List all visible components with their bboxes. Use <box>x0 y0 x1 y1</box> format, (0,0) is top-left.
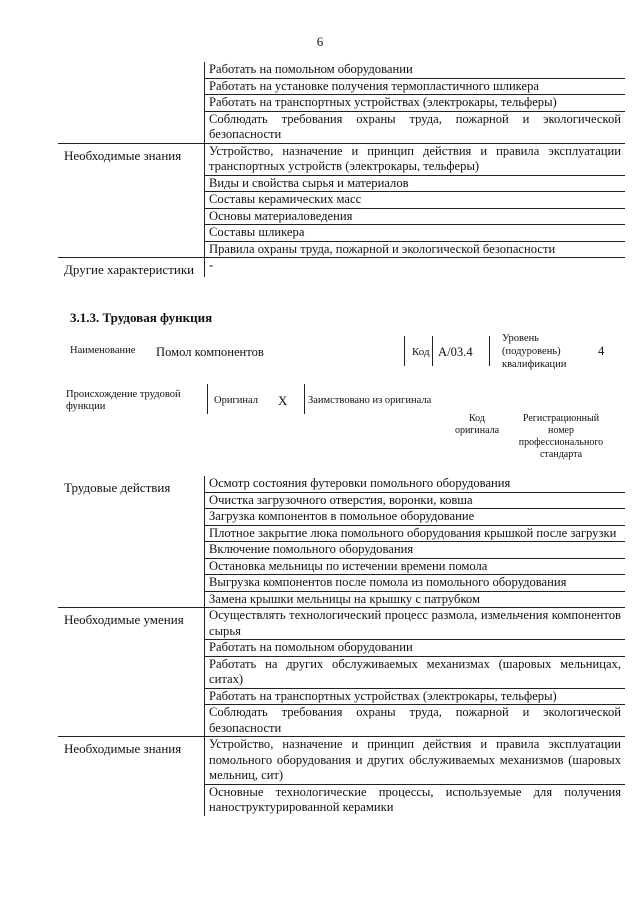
function-code: А/03.4 <box>438 345 473 359</box>
level-value: 4 <box>598 344 605 358</box>
row-items <box>204 62 625 143</box>
top-requirements-table <box>58 62 625 277</box>
knowledge-row <box>58 143 625 258</box>
origin-label: Происхождение трудовой функции <box>66 389 181 412</box>
list-item: Составы шликера <box>205 225 625 242</box>
list-item: Соблюдать требования охраны труда, пожарной и экологической безопасности <box>209 111 621 141</box>
list-item: Основы материаловедения <box>205 209 625 226</box>
name-label: Наименование <box>70 345 136 356</box>
list-item: Работать на транспортных устройствах (электрокары, тельферы) <box>205 689 625 706</box>
list-item: Включение помольного оборудования <box>205 542 625 559</box>
list-item: Виды и свойства сырья и материалов <box>205 176 625 193</box>
knowledge-row <box>58 736 625 816</box>
list-item: Работать на установке получения термопластичного шликера <box>205 79 625 96</box>
row-label-empty <box>58 62 204 143</box>
section-title: 3.1.3. Трудовая функция <box>70 310 213 325</box>
level-label: Уровень (подуровень) квалификации <box>502 333 567 370</box>
row-label: Трудовые действия <box>64 480 171 495</box>
row-label: Необходимые знания <box>64 147 182 163</box>
other-characteristics-row <box>58 257 625 277</box>
list-item: Загрузка компонентов в помольное оборудование <box>205 509 625 526</box>
list-item: Выгрузка компонентов после помола из помольного оборудования <box>205 575 625 592</box>
skills-row <box>58 607 625 736</box>
original-mark: Х <box>278 393 288 408</box>
code-original-caption: Код оригинала <box>454 413 500 436</box>
list-item: Очистка загрузочного отверстия, воронки, ковша <box>205 493 625 510</box>
function-name: Помол компонентов <box>156 345 264 359</box>
row-items <box>204 144 625 258</box>
borrowed-label: Заимствовано из оригинала <box>308 395 432 406</box>
list-item: Плотное закрытие люка помольного оборудования крышкой после загрузки <box>205 526 625 543</box>
row-label: Необходимые знания <box>64 741 182 756</box>
original-label: Оригинал <box>214 395 258 406</box>
row-label: Необходимые умения <box>64 612 184 627</box>
list-item: Устройство, назначение и принцип действия и правила эксплуатации транспортных устройств (электрокары, тельферы) <box>205 144 625 176</box>
row-items <box>204 737 625 816</box>
list-item: - <box>209 258 214 272</box>
list-item: Работать на помольном оборудовании <box>205 62 625 79</box>
actions-row <box>58 476 625 607</box>
reg-number-caption: Регистрационный номер профессионального стандарта <box>518 413 604 460</box>
list-item: Остановка мельницы по истечении времени помола <box>205 559 625 576</box>
list-item: Замена крышки мельницы на крышку с патрубком <box>209 591 480 606</box>
list-item: Правила охраны труда, пожарной и экологической безопасности <box>209 241 556 256</box>
row-items <box>204 608 625 736</box>
row-items <box>204 258 625 277</box>
list-item: Осуществлять технологический процесс размола, измельчения компонентов сырья <box>205 608 625 640</box>
list-item: Основные технологические процессы, используемые для получения наноструктурированной керамики <box>209 784 621 814</box>
page-number: 6 <box>316 34 324 49</box>
list-item: Соблюдать требования охраны труда, пожарной и экологической безопасности <box>209 705 621 735</box>
list-item: Составы керамических масс <box>205 192 625 209</box>
list-item: Работать на транспортных устройствах (электрокары, тельферы) <box>205 95 625 112</box>
list-item: Работать на других обслуживаемых механизмах (шаровых мельницах, ситах) <box>205 657 625 689</box>
list-item: Работать на помольном оборудовании <box>205 640 625 657</box>
row-label: Другие характеристики <box>64 262 195 277</box>
code-label: Код <box>412 346 430 358</box>
skills-continuation-row <box>58 62 625 143</box>
function-requirements-table <box>58 476 625 816</box>
list-item: Устройство, назначение и принцип действия и правила эксплуатации помольного оборудования и других обслуживаемых механизмов (шаровых мельниц, сит) <box>205 737 625 785</box>
row-items <box>204 476 625 607</box>
list-item: Осмотр состояния футеровки помольного оборудования <box>205 476 625 493</box>
